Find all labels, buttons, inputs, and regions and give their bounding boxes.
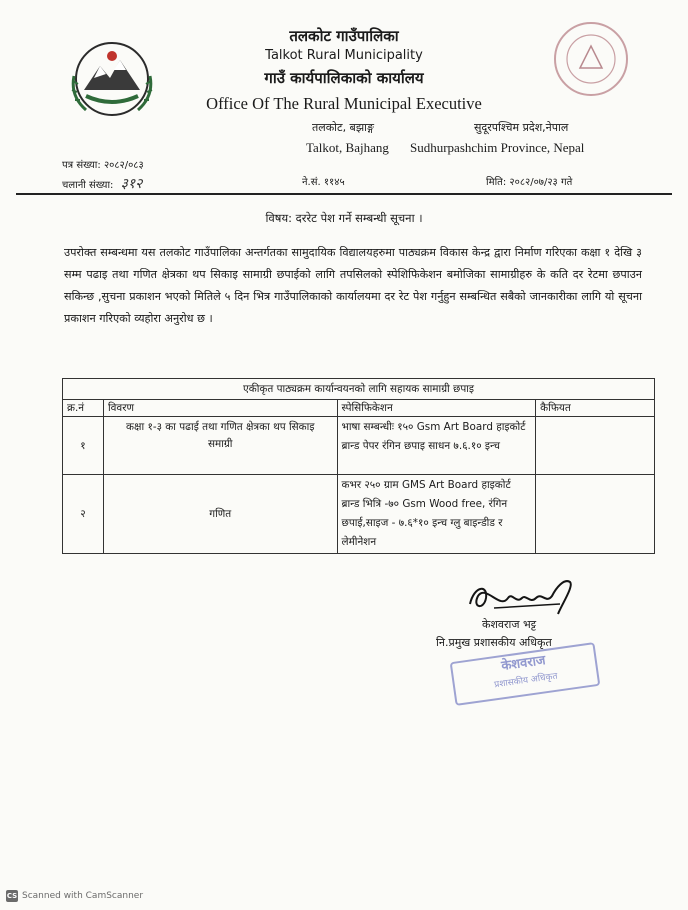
municipality-name-en: Talkot Rural Municipality xyxy=(265,48,423,63)
row-sn: १ xyxy=(63,417,104,475)
office-seal-stamp xyxy=(546,18,636,100)
row-specification: भाषा सम्बन्धीः १५० Gsm Art Board हाइकोर्ट ब्रान्ड पेपर रंगिन छपाइ साधन ७.६.१० इन्च xyxy=(337,417,536,475)
signatory-name: केशवराज भट्ट xyxy=(482,618,537,631)
location-en: Talkot, Bajhang xyxy=(306,140,389,155)
table-header-row xyxy=(63,400,655,417)
scanner-footer xyxy=(6,890,143,902)
signatory-stamp xyxy=(450,642,601,706)
signatory-title: नि.प्रमुख प्रशासकीय अधिकृत xyxy=(436,636,552,649)
patra-label: पत्र संख्या: xyxy=(62,160,101,171)
date-label: मिति: xyxy=(486,177,507,188)
nepal-sambat: ने.सं. ११४५ xyxy=(302,177,345,188)
location-np: तलकोट, बझाङ्ग xyxy=(312,121,374,134)
table-row xyxy=(63,475,655,554)
province-en: Sudhurpashchim Province, Nepal xyxy=(410,140,585,155)
office-seal-icon xyxy=(546,18,636,100)
handwritten-signature-icon xyxy=(464,574,580,622)
header-divider xyxy=(16,193,672,195)
row-description: कक्षा १-३ का पढाई तथा गणित क्षेत्रका थप सिकाइ समाग्री xyxy=(103,417,337,475)
col-header-sn: क्र.नं xyxy=(63,400,104,417)
row-remark xyxy=(536,475,655,554)
patra-number xyxy=(62,157,144,171)
letter-date xyxy=(486,174,572,188)
table-row xyxy=(63,417,655,475)
col-header-description: विवरण xyxy=(103,400,337,417)
municipality-name-np: तलकोट गाउँपालिका xyxy=(289,27,399,45)
row-specification: कभर २५० ग्राम GMS Art Board हाइकोर्ट ब्रान्ड भित्रि -७० Gsm Wood free, रंगिन छपाई,साइज - ७.६*१० इन्च ग्लु बाइन्डीड र लेमीनेशन xyxy=(337,475,536,554)
stamp-name: केशवराज xyxy=(500,653,547,675)
province-np: सुदूरपश्चिम प्रदेश,नेपाल xyxy=(474,121,569,134)
date-value: २०८२/०७/२३ गते xyxy=(509,177,573,188)
row-sn: २ xyxy=(63,475,104,554)
stamp-designation: प्रशासकीय अधिकृत xyxy=(493,671,559,691)
patra-value: २०८२/०८३ xyxy=(103,160,144,171)
notice-body-paragraph: उपरोक्त सम्बन्धमा यस तलकोट गाउँपालिका अन्तर्गतका सामुदायिक विद्यालयहरुमा पाठ्यक्रम विकास केन्द्र द्वारा निर्माण गरिएका कक्षा १ देखि ३ सम्म पढाइ तथा गणित क्षेत्रका थप सिकाइ सामाग्री छपाईको लागि तपसिलको स्पेशिफिकेशन बमोजिका सामाग्रीहरु के कति दर रेटमा छपाउन सकिन्छ ,सुचना प्रकाशन भएको मितिले ५ दिन भित्र गाउँपालिकाको कार्यालयमा दर रेट पेश गर्नुहुन सम्बन्धित सबैको जानकारीका लागि यो सूचना प्रकाशन गरिएको व्यहोरा अनुरोध छ । xyxy=(64,246,642,325)
camscanner-logo-icon: CS xyxy=(6,892,18,900)
col-header-specification: स्पेसिफिकेशन xyxy=(337,400,536,417)
office-name-np: गाउँ कार्यपालिकाको कार्यालय xyxy=(264,69,424,87)
office-name-en: Office Of The Rural Municipal Executive xyxy=(206,94,482,113)
chalani-value: ३१२ xyxy=(120,176,143,192)
scanner-watermark-text: Scanned with CamScanner xyxy=(22,891,144,901)
chalani-number xyxy=(62,174,142,193)
table-caption-row xyxy=(63,379,655,400)
chalani-label: चलानी संख्या: xyxy=(62,180,114,191)
row-remark xyxy=(536,417,655,475)
col-header-remark: कैफियत xyxy=(536,400,655,417)
specification-table xyxy=(62,378,655,554)
table-caption: एकीकृत पाठ्यक्रम कार्यान्वयनको लागि सहायक सामाग्री छपाइ xyxy=(63,379,655,400)
subject-line: विषय: दररेट पेश गर्ने सम्बन्धी सूचना । xyxy=(265,211,423,225)
row-description: गणित xyxy=(103,475,337,554)
